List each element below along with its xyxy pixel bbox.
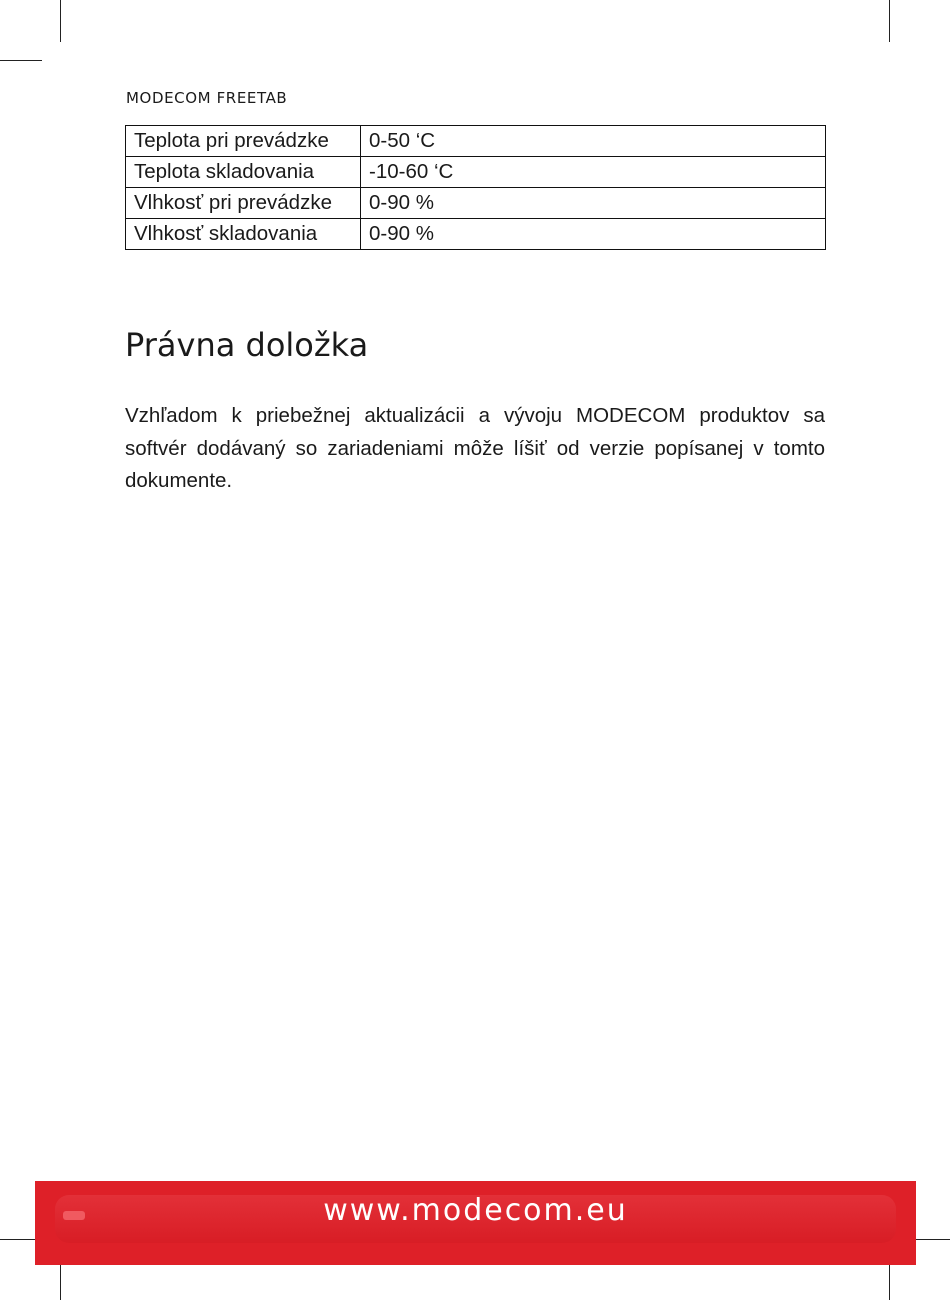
table-row bbox=[126, 157, 826, 188]
spec-label: Teplota skladovania bbox=[126, 157, 361, 188]
spec-value: 0-90 % bbox=[361, 219, 826, 250]
crop-mark-top-left-h bbox=[0, 60, 42, 61]
legal-disclaimer-text: Vzhľadom k priebežnej aktualizácii a vývoju MODECOM produktov sa softvér dodávaný so zariadeniami môže líšiť od verzie popísanej v tomto dokumente. bbox=[125, 404, 825, 492]
table-row bbox=[126, 126, 826, 157]
brand-header: MODECOM FREETAB bbox=[126, 89, 288, 107]
spec-label: Vlhkosť pri prevádzke bbox=[126, 188, 361, 219]
table-row bbox=[126, 188, 826, 219]
footer-band bbox=[35, 1181, 916, 1265]
website-link[interactable]: www.modecom.eu bbox=[323, 1193, 628, 1228]
spec-label: Vlhkosť skladovania bbox=[126, 219, 361, 250]
spec-value: -10-60 ‘C bbox=[361, 157, 826, 188]
spec-value: 0-50 ‘C bbox=[361, 126, 826, 157]
specs-table bbox=[125, 125, 826, 250]
crop-mark-top-right bbox=[889, 0, 890, 42]
table-row bbox=[126, 219, 826, 250]
spec-value: 0-90 % bbox=[361, 188, 826, 219]
spec-label: Teplota pri prevádzke bbox=[126, 126, 361, 157]
section-title: Právna doložka bbox=[125, 326, 369, 364]
crop-mark-top-left bbox=[60, 0, 61, 42]
